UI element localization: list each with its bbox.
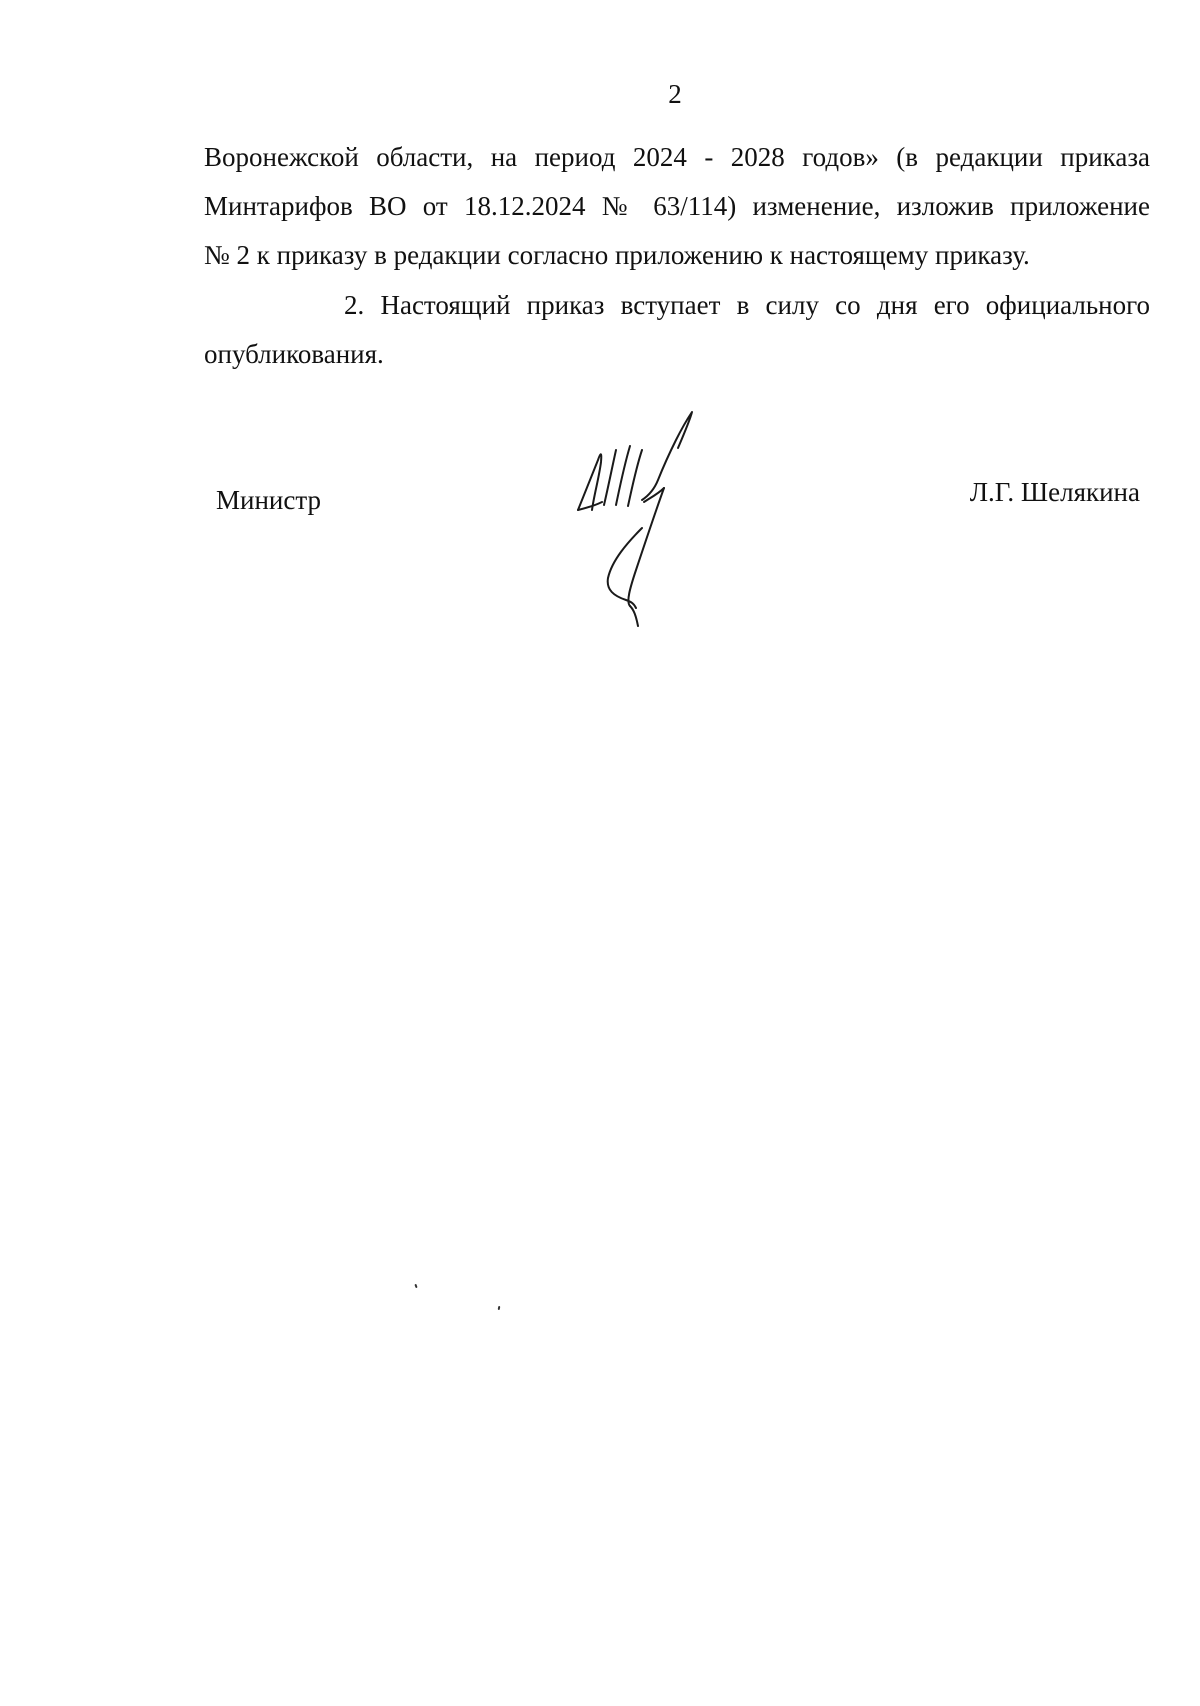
scan-speck — [414, 1284, 417, 1288]
signer-name: Л.Г. Шелякина — [969, 477, 1140, 507]
paragraph-line: 2. Настоящий приказ вступает в силу со дня его официального — [344, 290, 1150, 320]
paragraph-line: Воронежской области, на период 2024 - 2028 годов» (в редакции приказа — [204, 142, 1150, 172]
signer-position: Министр — [216, 485, 321, 515]
paragraph-effective-date — [204, 281, 1150, 379]
handwritten-signature — [572, 410, 722, 630]
paragraph-line: Минтарифов ВО от 18.12.2024 № 63/114) изменение, изложив приложение — [204, 191, 1150, 221]
paragraph-amendment — [204, 133, 1150, 280]
scan-speck — [498, 1306, 501, 1310]
paragraph-line: опубликования. — [204, 339, 384, 369]
paragraph-line: № 2 к приказу в редакции согласно приложению к настоящему приказу. — [204, 240, 1030, 270]
page-number: 2 — [668, 79, 682, 109]
